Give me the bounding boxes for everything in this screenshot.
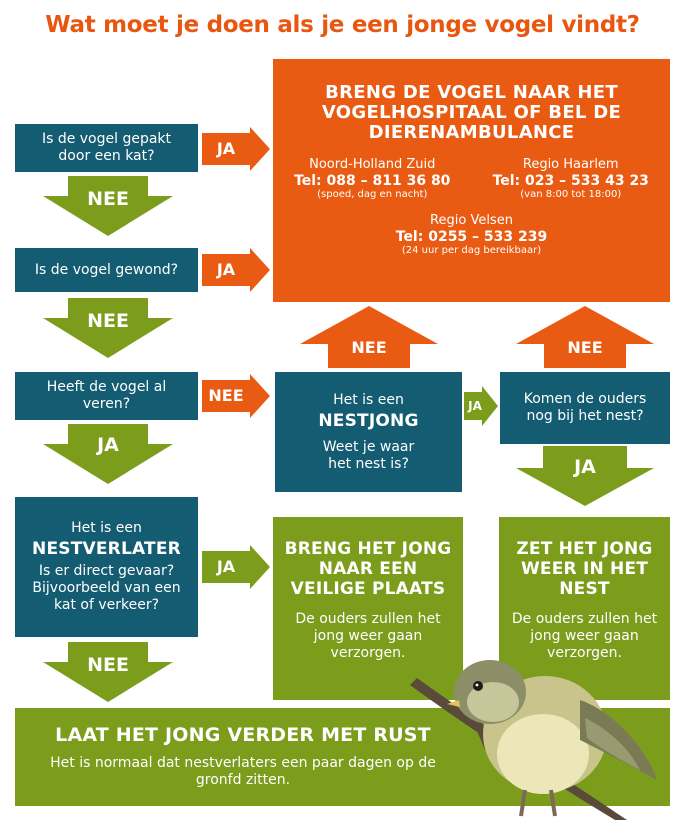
region-velsen xyxy=(396,213,548,257)
arrow-down-injured-no xyxy=(43,298,173,358)
region-haarlem-note: (van 8:00 tot 18:00) xyxy=(520,189,622,200)
nestverlater-title: NESTVERLATER xyxy=(32,539,181,559)
arrow-cat-no-label: NEE xyxy=(87,188,129,210)
safe-place-title: BRENG HET JONG NAAR EEN VEILIGE PLAATS xyxy=(284,539,452,599)
rest-title: LAAT HET JONG VERDER MET RUST xyxy=(55,724,431,746)
nestverlater-intro: Het is een xyxy=(71,520,142,536)
parents-box xyxy=(500,372,670,444)
arrow-nest-no-label: NEE xyxy=(351,338,387,357)
region-velsen-note: (24 uur per dag bereikbaar) xyxy=(401,245,542,256)
question-injured-text: Is de vogel gewond? xyxy=(34,261,179,278)
question-feathers-text: Heeft de vogel al veren? xyxy=(46,379,167,412)
arrow-danger-no-label: NEE xyxy=(87,654,129,676)
nestverlater-question: Is er direct gevaar? Bijvoorbeeld van een kat of verkeer? xyxy=(32,563,181,613)
arrow-up-parents-no xyxy=(516,306,654,368)
region-nh-zuid xyxy=(273,157,472,201)
nestjong-box xyxy=(275,372,462,492)
arrow-injured-yes-label: JA xyxy=(216,260,236,279)
nestjong-question: Weet je waar het nest is? xyxy=(322,438,415,472)
question-injured xyxy=(15,248,198,292)
arrow-parents-yes-label: JA xyxy=(574,456,596,478)
nestjong-title: NESTJONG xyxy=(318,410,419,431)
region-haarlem-name: Regio Haarlem xyxy=(522,157,619,172)
arrow-injured-no-label: NEE xyxy=(87,310,129,332)
arrow-right-injured-yes xyxy=(202,248,270,292)
region-nh-zuid-tel: Tel: 088 – 811 36 80 xyxy=(294,173,451,189)
question-cat-text: Is de vogel gepakt door een kat? xyxy=(41,131,172,164)
arrow-parents-no-label: NEE xyxy=(567,338,603,357)
arrow-danger-yes-label: JA xyxy=(216,557,236,576)
nestjong-intro: Het is een xyxy=(333,391,404,408)
bird-illustration xyxy=(405,630,685,820)
region-velsen-tel: Tel: 0255 – 533 239 xyxy=(395,229,548,245)
region-velsen-name: Regio Velsen xyxy=(430,213,513,228)
arrow-right-nest-yes xyxy=(464,386,498,426)
parents-question: Komen de ouders nog bij het nest? xyxy=(523,391,647,424)
hospital-title: BRENG DE VOGEL NAAR HET VOGELHOSPITAAL OF BEL DE DIERENAMBULANCE xyxy=(321,82,622,143)
arrow-down-parents-yes xyxy=(516,446,654,506)
back-nest-text: De ouders zullen het jong weer gaan verzorgen. xyxy=(511,611,658,661)
arrow-feathers-yes-label: JA xyxy=(97,434,119,456)
arrow-right-cat-yes xyxy=(202,127,270,171)
arrow-up-nest-no xyxy=(300,306,438,368)
arrow-nest-yes-label: JA xyxy=(468,399,482,413)
arrow-down-cat-no xyxy=(43,176,173,236)
question-feathers xyxy=(15,372,198,420)
region-haarlem xyxy=(472,157,671,201)
hospital-box xyxy=(273,59,670,302)
arrow-right-danger-yes xyxy=(202,545,270,589)
region-nh-zuid-note: (spoed, dag en nacht) xyxy=(317,189,428,200)
page-title: Wat moet je doen als je een jonge vogel vindt? xyxy=(45,12,640,38)
arrow-cat-yes-label: JA xyxy=(216,139,236,158)
region-nh-zuid-name: Noord-Holland Zuid xyxy=(309,157,436,172)
arrow-down-danger-no xyxy=(43,642,173,702)
nestverlater-box xyxy=(15,497,198,637)
question-cat xyxy=(15,124,198,172)
arrow-down-feathers-yes xyxy=(43,424,173,484)
safe-place-text: De ouders zullen het jong weer gaan verzorgen. xyxy=(295,611,441,661)
arrow-right-feathers-no xyxy=(202,374,270,418)
rest-text: Het is normaal dat nestverlaters een paar dagen op de gronfd zitten. xyxy=(50,755,436,788)
back-nest-title: ZET HET JONG WEER IN HET NEST xyxy=(516,539,653,599)
region-haarlem-tel: Tel: 023 – 533 43 23 xyxy=(492,173,649,189)
arrow-feathers-no-label: NEE xyxy=(208,386,244,405)
hospital-regions-row xyxy=(273,157,670,201)
